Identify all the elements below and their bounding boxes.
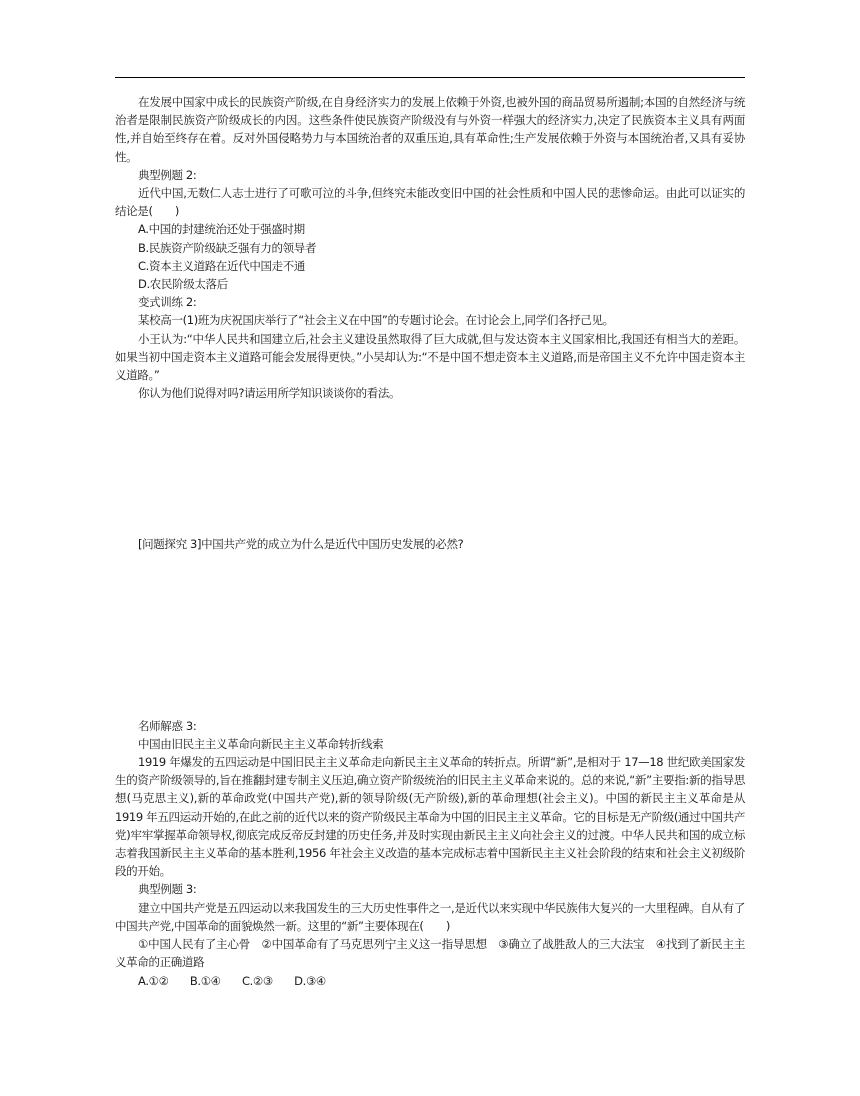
intro-paragraph: 在发展中国家中成长的民族资产阶级,在自身经济实力的发展上依赖于外资,也被外国的商品贸易所遏制;本国的自然经济与统治者是限制民族资产阶级成长的内因。这些条件使民族资产阶级没有与外资一样强大的经济实力,决定了民族资本主义具有两面性,并自始至终存在着。反对外国侵略势力与本国统治者的双重压迫,具有革命性;生产发展依赖于外资与本国统治者,又具有妥协性。 bbox=[115, 95, 745, 164]
example2-option-b: B.民族资产阶级缺乏强有力的领导者 bbox=[138, 240, 317, 255]
answer-space bbox=[115, 554, 745, 717]
teacher3-label: 名师解惑 3: bbox=[138, 718, 197, 733]
example3-option-c: C.②③ bbox=[241, 973, 273, 988]
example3-option-b: B.①④ bbox=[189, 973, 221, 988]
teacher3-body: 1919 年爆发的五四运动是中国旧民主主义革命走向新民主主义革命的转折点。所谓“新”,是相对于 17—18 世纪欧美国家发生的资产阶级领导的,旨在推翻封建专制主义压迫,确立资产阶级统治的旧民主主义革命来说的。总的来说,“新”主要指:新的指导思想(马克思主义),新的革命政党(中国共产党),新的领导阶级(无产阶级),新的革命理想(社会主义)。中国的新民主主义革命是从 1919 年五四运动开始的,在此之前的近代以来的资产阶级民主革命为中国的旧民主主义革命。它的目标是无产阶级(通过中国共产党)牢牢掌握革命领导权,彻底完成反帝反封建的历史任务,并及时实现由新民主主义向社会主义的过渡。中华人民共和国的成立标志着我国新民主主义革命的基本胜利,1956 年社会主义改造的基本完成标志着中国新民主主义社会阶段的结束和社会主义初级阶段的开始。 bbox=[115, 755, 745, 879]
example3-options bbox=[115, 972, 745, 990]
example2-option-c: C.资本主义道路在近代中国走不通 bbox=[138, 258, 306, 273]
example2-option-a: A.中国的封建统治还处于强盛时期 bbox=[138, 222, 305, 237]
variant2-para2: 小王认为:“中华人民共和国建立后,社会主义建设虽然取得了巨大成就,但与发达资本主义国家相比,我国还有相当大的差距。如果当初中国走资本主义道路可能会发展得更快。”小吴却认为:“不是中国不想走资本主义道路,而是帝国主义不允许中国走资本主义道路。” bbox=[115, 331, 745, 383]
header-rule bbox=[115, 77, 745, 78]
teacher3-title: 中国由旧民主主义革命向新民主主义革命转折线索 bbox=[138, 736, 384, 751]
variant2-para1: 某校高一(1)班为庆祝国庆举行了“社会主义在中国”的专题讨论会。在讨论会上,同学们各抒己见。 bbox=[138, 313, 614, 328]
example2-question: 近代中国,无数仁人志士进行了可歌可泣的斗争,但终究未能改变旧中国的社会性质和中国人民的悲惨命运。由此可以证实的结论是( ) bbox=[115, 186, 745, 219]
variant2-para3: 你认为他们说得对吗?请运用所学知识谈谈你的看法。 bbox=[138, 386, 401, 401]
example3-statements: ①中国人民有了主心骨 ②中国革命有了马克思列宁主义这一指导思想 ③确立了战胜敌人的三大法宝 ④找到了新民主主义革命的正确道路 bbox=[115, 937, 745, 970]
answer-space bbox=[115, 402, 745, 535]
example2-option-d: D.农民阶级太落后 bbox=[138, 277, 228, 292]
example3-option-d: D.③④ bbox=[294, 973, 326, 988]
document-page bbox=[115, 93, 745, 990]
example3-option-a: A.①② bbox=[138, 973, 169, 988]
example3-label: 典型例题 3: bbox=[138, 882, 197, 897]
example3-question: 建立中国共产党是五四运动以来我国发生的三大历史性事件之一,是近代以来实现中华民族伟大复兴的一大里程碑。自从有了中国共产党,中国革命的面貌焕然一新。这里的“新”主要体现在( ) bbox=[115, 900, 745, 933]
inquiry3-heading: [问题探究 3]中国共产党的成立为什么是近代中国历史发展的必然? bbox=[138, 537, 464, 552]
example2-label: 典型例题 2: bbox=[138, 167, 197, 182]
variant2-label: 变式训练 2: bbox=[138, 295, 197, 310]
